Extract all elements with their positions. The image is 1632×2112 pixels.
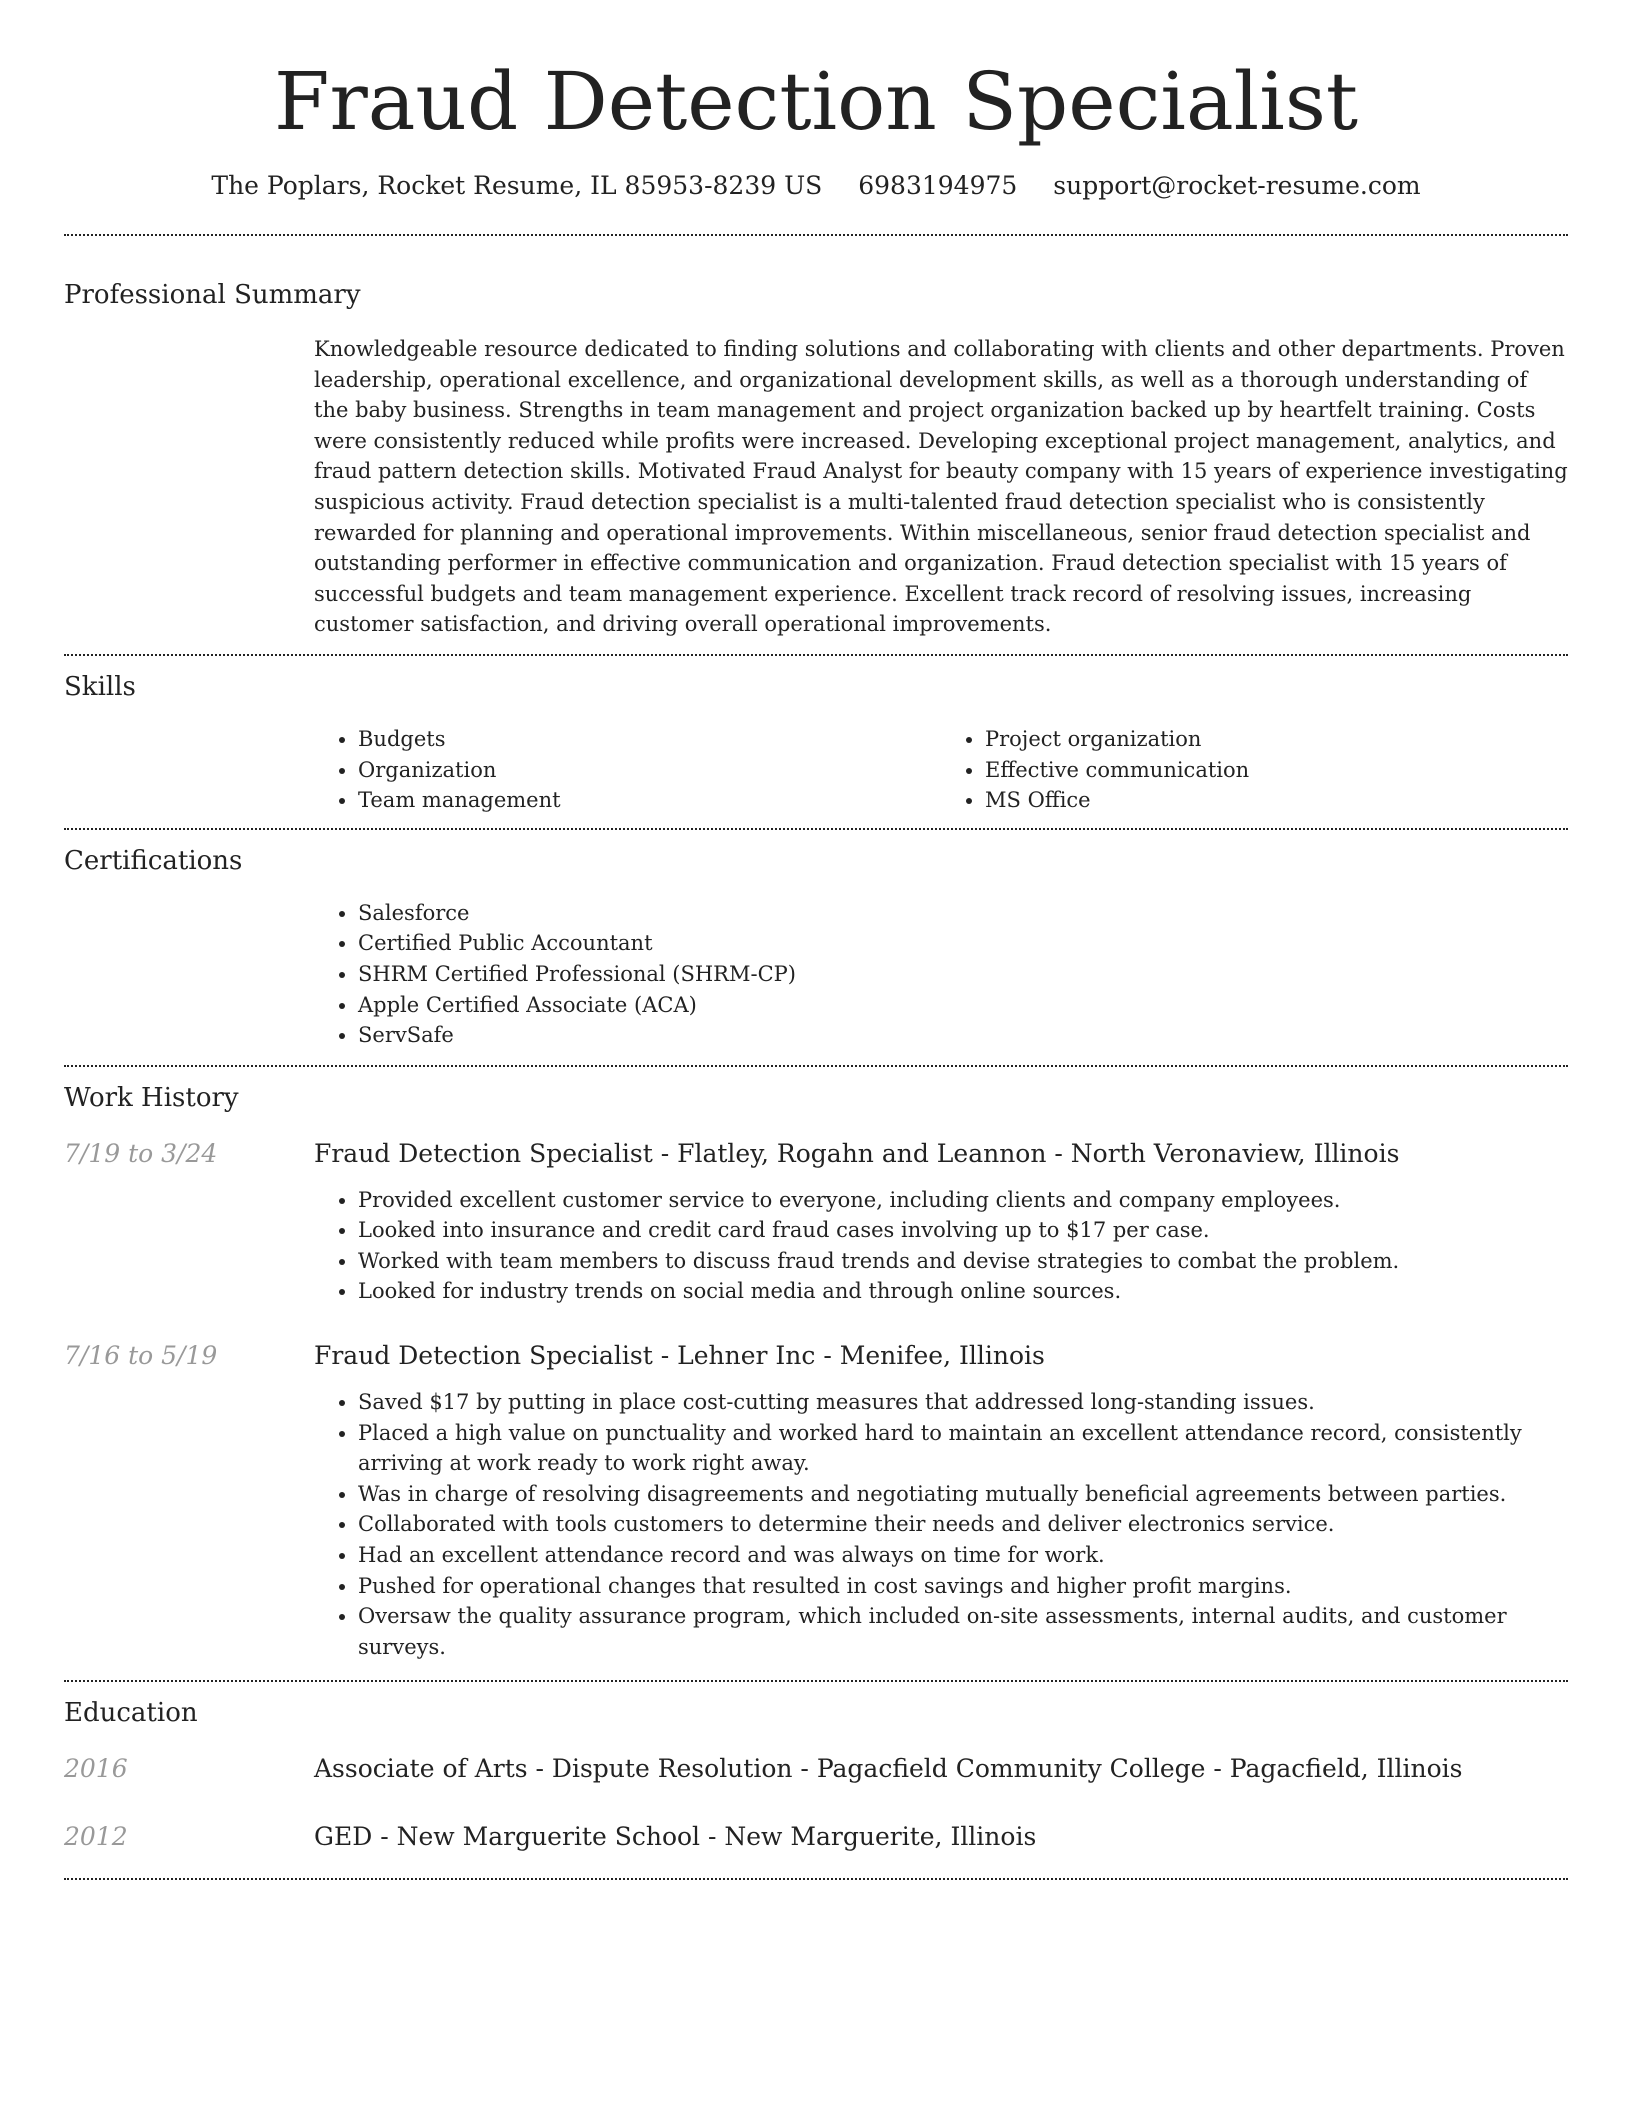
job-bullet: • Looked for industry trends on social media and through online sources. bbox=[358, 1276, 1568, 1307]
skill-item: • Project organization bbox=[985, 724, 1568, 755]
education-school: New Marguerite School bbox=[396, 1822, 701, 1852]
job-bullet: • Placed a high value on punctuality and worked hard to maintain an excellent attendance record, consistently arriving at work ready to work right away. bbox=[358, 1418, 1568, 1479]
education-section bbox=[64, 1682, 1568, 1878]
job-title: Fraud Detection Specialist bbox=[314, 1341, 653, 1371]
section-title: Education bbox=[64, 1698, 198, 1729]
education-heading bbox=[314, 1752, 1463, 1786]
separator: - bbox=[792, 1754, 817, 1784]
job-entry bbox=[64, 1137, 1568, 1171]
summary-section bbox=[64, 236, 1568, 654]
job-bullet: • Pushed for operational changes that resulted in cost savings and higher profit margins. bbox=[358, 1571, 1568, 1602]
job-bullet: • Collaborated with tools customers to determine their needs and deliver electronics service. bbox=[358, 1509, 1568, 1540]
job-location: Menifee, Illinois bbox=[839, 1341, 1045, 1371]
job-title: Fraud Detection Specialist bbox=[314, 1138, 653, 1168]
education-degree: Associate of Arts - Dispute Resolution bbox=[314, 1754, 793, 1784]
education-year: 2012 bbox=[64, 1822, 128, 1852]
job-entry bbox=[64, 1339, 1568, 1373]
certifications-section bbox=[64, 830, 1568, 1065]
job-employer: Flatley, Rogahn and Leannon bbox=[677, 1138, 1047, 1168]
skills-grid bbox=[314, 724, 1568, 828]
education-location: Pagacfield, Illinois bbox=[1229, 1754, 1463, 1784]
education-school: Pagacfield Community College bbox=[816, 1754, 1206, 1784]
separator: - bbox=[1046, 1138, 1071, 1168]
education-heading bbox=[314, 1820, 1036, 1854]
work-history-section bbox=[64, 1067, 1568, 1681]
job-heading bbox=[314, 1339, 1045, 1373]
job-bullet: • Looked into insurance and credit card fraud cases involving up to $17 per case. bbox=[358, 1215, 1568, 1246]
job-employer: Lehner Inc bbox=[677, 1341, 816, 1371]
education-entry bbox=[64, 1820, 1568, 1854]
skill-item: • Team management bbox=[358, 785, 941, 816]
contact-info bbox=[64, 170, 1568, 202]
separator: - bbox=[815, 1341, 840, 1371]
summary-text: Knowledgeable resource dedicated to finding solutions and collaborating with clients and other departments. Proven leadership, operational excellence, and organizational development skills, as well as a thorough understanding of the baby business. Strengths in team management and project organization backed up by heartfelt training. Costs were consistently reduced while profits were increased. Developing exceptional project management, analytics, and fraud pattern detection skills. Motivated Fraud Analyst for beauty company with 15 years of experience investigating suspicious activity. Fraud detection specialist is a multi-talented fraud detection specialist who is consistently rewarded for planning and operational improvements. Within miscellaneous, senior fraud detection specialist and outstanding performer in effective communication and organization. Fraud detection specialist with 15 years of successful budgets and team management experience. Excellent track record of resolving issues, increasing customer satisfaction, and driving overall operational improvements. bbox=[314, 337, 1568, 637]
skill-item: • Organization bbox=[358, 755, 941, 786]
education-location: New Marguerite, Illinois bbox=[724, 1822, 1037, 1852]
job-heading bbox=[314, 1137, 1399, 1171]
skills-column-left bbox=[314, 724, 941, 816]
section-title: Certifications bbox=[64, 845, 243, 876]
separator: - bbox=[1205, 1754, 1230, 1784]
job-bullet: • Saved $17 by putting in place cost-cutting measures that addressed long-standing issues. bbox=[358, 1387, 1568, 1418]
job-bullet: • Oversaw the quality assurance program, which included on-site assessments, internal audits, and customer surveys. bbox=[358, 1601, 1568, 1662]
contact-email: support@rocket-resume.com bbox=[1053, 171, 1421, 200]
job-bullet: • Worked with team members to discuss fraud trends and devise strategies to combat the problem. bbox=[358, 1246, 1568, 1277]
education-year: 2016 bbox=[64, 1754, 128, 1784]
skills-column-right bbox=[941, 724, 1568, 816]
certification-item: • Salesforce bbox=[358, 898, 1568, 929]
separator: - bbox=[372, 1822, 397, 1852]
divider bbox=[64, 1878, 1568, 1880]
section-title: Professional Summary bbox=[64, 280, 361, 310]
page-title: Fraud Detection Specialist bbox=[273, 55, 1359, 148]
job-location: North Veronaview, Illinois bbox=[1070, 1138, 1400, 1168]
job-bullet: • Was in charge of resolving disagreements and negotiating mutually beneficial agreements between parties. bbox=[358, 1479, 1568, 1510]
skill-item: • Budgets bbox=[358, 724, 941, 755]
section-title: Skills bbox=[64, 671, 136, 702]
certification-list bbox=[314, 898, 1568, 1065]
certification-item: • ServSafe bbox=[358, 1020, 1568, 1051]
job-bullets bbox=[314, 1387, 1568, 1662]
job-dates: 7/16 to 5/19 bbox=[64, 1341, 218, 1371]
separator: - bbox=[700, 1822, 725, 1852]
separator: - bbox=[652, 1341, 678, 1371]
certification-item: • Certified Public Accountant bbox=[358, 928, 1568, 959]
separator: - bbox=[652, 1138, 678, 1168]
job-bullet: • Had an excellent attendance record and was always on time for work. bbox=[358, 1540, 1568, 1571]
contact-phone: 6983194975 bbox=[858, 171, 1018, 200]
skills-section bbox=[64, 656, 1568, 828]
skill-item: • Effective communication bbox=[985, 755, 1568, 786]
education-degree: GED bbox=[314, 1822, 373, 1852]
certification-item: • SHRM Certified Professional (SHRM-CP) bbox=[358, 959, 1568, 990]
contact-address: The Poplars, Rocket Resume, IL 85953-8239 US bbox=[211, 171, 823, 200]
skill-item: • MS Office bbox=[985, 785, 1568, 816]
job-bullet: • Provided excellent customer service to everyone, including clients and company employees. bbox=[358, 1185, 1568, 1216]
job-bullets bbox=[314, 1185, 1568, 1307]
job-dates: 7/19 to 3/24 bbox=[64, 1138, 218, 1168]
education-entry bbox=[64, 1752, 1568, 1786]
section-title: Work History bbox=[64, 1082, 239, 1113]
certification-item: • Apple Certified Associate (ACA) bbox=[358, 990, 1568, 1021]
